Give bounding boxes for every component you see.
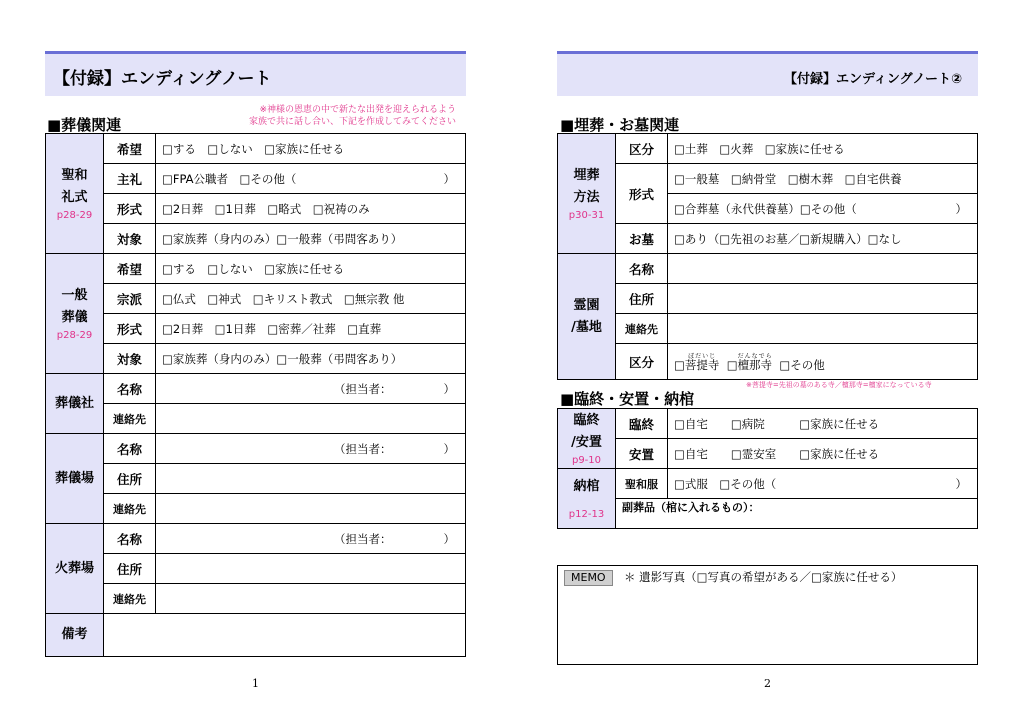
meisho-label: 名称: [616, 254, 668, 284]
memo-label: MEMO: [564, 570, 613, 586]
kubun2-other[interactable]: □その他: [779, 357, 825, 372]
seiwa-shurei-value: □FPA公職者 □その他（: [162, 171, 297, 186]
kasoba-contact-label: 連絡先: [104, 584, 156, 614]
fukusohin-label: 副葬品（棺に入れるもの）：: [622, 501, 760, 514]
intro-note-line2: 家族で共に話し合い、下記を作成してみてください: [248, 117, 456, 127]
seiwa-shurei-label: 主礼: [104, 164, 156, 194]
group-maiso-page-ref: p30-31: [568, 209, 605, 221]
dannadera-ruby: だんなでら: [737, 352, 773, 360]
group-reien: [558, 254, 616, 380]
kasoba-address-field[interactable]: [156, 554, 466, 584]
group-biko: 備考: [46, 614, 104, 657]
anchi-options[interactable]: □自宅 □霊安室 □家族に任せる: [668, 439, 978, 469]
ohaka-options[interactable]: □あり（□先祖のお墓／□新規購入）□なし: [668, 224, 978, 254]
jusho-field[interactable]: [668, 284, 978, 314]
seiwa-shurei-close: ）: [443, 171, 455, 186]
group-seiwa: [46, 134, 104, 254]
ippan-keishiki-label: 形式: [104, 314, 156, 344]
group-reien-label2: /墓地: [571, 319, 602, 335]
keishiki-options-1[interactable]: □一般墓 □納骨堂 □樹木葬 □自宅供養: [668, 164, 978, 194]
memo-box[interactable]: [557, 565, 978, 665]
kubun-label: 区分: [616, 134, 668, 164]
group-maiso-label1: 埋葬: [573, 167, 600, 183]
ohaka-label: お墓: [616, 224, 668, 254]
seiwa-taisho-options[interactable]: □家族葬（身内のみ）□一般葬（弔問客あり）: [156, 224, 466, 254]
kasoba-name-label: 名称: [104, 524, 156, 554]
kasoba-name-field[interactable]: [156, 524, 466, 554]
sogijo-contact-label: 連絡先: [104, 494, 156, 524]
dannadera-text: 檀那寺: [737, 357, 773, 372]
fukusohin-field[interactable]: [616, 499, 978, 529]
sogisha-name-label: 名称: [104, 374, 156, 404]
ippan-keishiki-options[interactable]: □2日葬 □1日葬 □密葬／社葬 □直葬: [156, 314, 466, 344]
group-seiwa-page-ref: p28-29: [56, 209, 93, 221]
group-nokan-page-ref: p12-13: [568, 508, 605, 520]
intro-note: [220, 104, 456, 128]
burial-table: [557, 133, 978, 380]
seiwa-keishiki-label: 形式: [104, 194, 156, 224]
seiwa-kibo-options[interactable]: □する □しない □家族に任せる: [156, 134, 466, 164]
kasoba-tanto-label: （担当者：: [334, 531, 392, 546]
sogisha-contact-label: 連絡先: [104, 404, 156, 434]
jusho-label: 住所: [616, 284, 668, 314]
group-nokan: [558, 469, 616, 529]
ippan-kibo-label: 希望: [104, 254, 156, 284]
group-ippan: [46, 254, 104, 374]
group-reien-label1: 霊園: [573, 297, 600, 313]
meisho-field[interactable]: [668, 254, 978, 284]
sogijo-address-label: 住所: [104, 464, 156, 494]
kasoba-tanto-close: ）: [443, 531, 455, 546]
ruby-note: ※菩提寺=先祖の墓のある寺／檀那寺=檀家になっている寺: [746, 381, 932, 389]
sogijo-name-field[interactable]: [156, 434, 466, 464]
group-maiso-label2: 方法: [573, 189, 600, 205]
group-sogijo: 葬儀場: [46, 434, 104, 524]
renraku-label: 連絡先: [616, 314, 668, 344]
seiwafuku-close: ）: [955, 476, 967, 491]
page1-number: 1: [252, 677, 259, 690]
page1-title-banner: [45, 51, 466, 96]
ippan-taisho-options[interactable]: □家族葬（身内のみ）□一般葬（弔問客あり）: [156, 344, 466, 374]
sogijo-contact-field[interactable]: [156, 494, 466, 524]
renraku-field[interactable]: [668, 314, 978, 344]
keishiki-close: ）: [955, 201, 967, 216]
page2-number: 2: [764, 677, 771, 690]
kubun-options[interactable]: □土葬 □火葬 □家族に任せる: [668, 134, 978, 164]
funeral-table: [45, 133, 466, 657]
keishiki-label: 形式: [616, 164, 668, 224]
burial-section-title: ■埋葬・お墓関連: [560, 116, 680, 134]
page2-title: 【付録】エンディングノート②: [783, 72, 962, 87]
kasoba-contact-field[interactable]: [156, 584, 466, 614]
dannadera-checkbox[interactable]: □: [726, 357, 738, 372]
memo-text: ＊ 遺影写真（□写真の希望がある／□家族に任せる）: [624, 570, 903, 584]
group-seiwa-label2: 礼式: [61, 189, 88, 205]
sogisha-name-field[interactable]: [156, 374, 466, 404]
intro-note-line1: ※神様の恩恵の中で新たな出発を迎えられるよう: [259, 105, 456, 115]
bodaiji-label: [684, 352, 720, 373]
deathbed-section-title: ■臨終・安置・納棺: [560, 390, 695, 408]
sogijo-name-label: 名称: [104, 434, 156, 464]
group-rinju-label1: 臨終: [573, 412, 600, 428]
kubun2-options[interactable]: [668, 344, 978, 380]
group-rinju-page-ref: p9-10: [571, 454, 602, 466]
page1-title: 【付録】エンディングノート: [53, 69, 272, 89]
seiwa-shurei-options[interactable]: [156, 164, 466, 194]
group-rinju: [558, 409, 616, 469]
ippan-kibo-options[interactable]: □する □しない □家族に任せる: [156, 254, 466, 284]
page2-title-banner: [557, 51, 978, 96]
group-nokan-label: 納棺: [573, 478, 600, 494]
seiwa-kibo-label: 希望: [104, 134, 156, 164]
rinju-options[interactable]: □自宅 □病院 □家族に任せる: [668, 409, 978, 439]
group-seiwa-label1: 聖和: [61, 167, 88, 183]
dannadera-label: [737, 352, 773, 373]
seiwa-keishiki-options[interactable]: □2日葬 □1日葬 □略式 □祝祷のみ: [156, 194, 466, 224]
group-ippan-label1: 一般: [61, 287, 88, 303]
sogijo-address-field[interactable]: [156, 464, 466, 494]
ippan-taisho-label: 対象: [104, 344, 156, 374]
sogisha-tanto-close: ）: [443, 381, 455, 396]
deathbed-table: [557, 408, 978, 529]
group-kasoba: 火葬場: [46, 524, 104, 614]
sogijo-tanto-label: （担当者：: [334, 441, 392, 456]
kubun2-label: 区分: [616, 344, 668, 380]
sogisha-contact-field[interactable]: [156, 404, 466, 434]
keishiki-options-2[interactable]: [668, 194, 978, 224]
anchi-label: 安置: [616, 439, 668, 469]
bodaiji-checkbox[interactable]: □: [674, 357, 685, 372]
bodaiji-text: 菩提寺: [684, 357, 720, 372]
seiwafuku-label: 聖和服: [616, 469, 668, 499]
group-sogisha: 葬儀社: [46, 374, 104, 434]
seiwa-taisho-label: 対象: [104, 224, 156, 254]
ippan-shuha-label: 宗派: [104, 284, 156, 314]
group-rinju-label2: /安置: [571, 434, 602, 450]
seiwafuku-options[interactable]: [668, 469, 978, 499]
sogijo-tanto-close: ）: [443, 441, 455, 456]
ippan-shuha-options[interactable]: □仏式 □神式 □キリスト教式 □無宗教 他: [156, 284, 466, 314]
keishiki-options-2-value: □合葬墓（永代供養墓）□その他（: [674, 201, 857, 216]
biko-field[interactable]: [104, 614, 466, 657]
bodaiji-ruby: ぼだいじ: [688, 352, 717, 360]
sogisha-tanto-label: （担当者：: [334, 381, 392, 396]
group-ippan-page-ref: p28-29: [56, 329, 93, 341]
group-maiso: [558, 134, 616, 254]
funeral-section-title: ■葬儀関連: [47, 116, 122, 134]
seiwafuku-value: □式服 □その他（: [674, 476, 777, 491]
rinju-label: 臨終: [616, 409, 668, 439]
group-ippan-label2: 葬儀: [61, 309, 88, 325]
kasoba-address-label: 住所: [104, 554, 156, 584]
